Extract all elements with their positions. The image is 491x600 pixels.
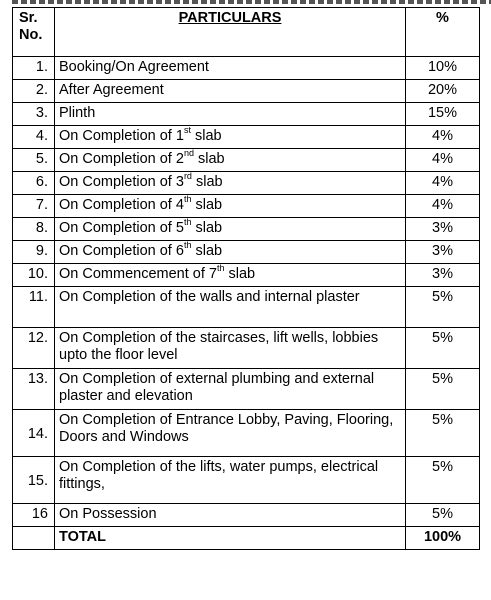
table-row (13, 195, 480, 218)
ordinal-suffix: th (183, 240, 192, 251)
row-text-post: slab (193, 151, 225, 167)
row-particulars: Booking/On Agreement (55, 57, 406, 80)
table-row (13, 103, 480, 126)
row-percent: 5% (406, 328, 480, 369)
row-text-pre: On Completion of 4 (59, 197, 184, 213)
row-particulars (55, 149, 406, 172)
row-particulars: Plinth (55, 103, 406, 126)
row-number: 12. (13, 328, 55, 369)
table-row (13, 504, 480, 527)
dashed-rule (12, 0, 491, 4)
table-row (13, 369, 480, 410)
row-number: 3. (13, 103, 55, 126)
total-percent: 100% (406, 527, 480, 550)
row-number: 13. (13, 369, 55, 410)
row-text-pre: On Completion of 2 (59, 151, 184, 167)
table-row (13, 172, 480, 195)
row-particulars (55, 126, 406, 149)
row-number: 5. (13, 149, 55, 172)
row-particulars: On Completion of external plumbing and external plaster and elevation (55, 369, 406, 410)
row-percent: 3% (406, 264, 480, 287)
ordinal-suffix: nd (183, 148, 194, 159)
total-number (13, 527, 55, 550)
header-particulars: PARTICULARS (55, 8, 406, 57)
row-percent: 4% (406, 195, 480, 218)
row-text-pre: On Completion of 6 (59, 243, 184, 259)
row-number: 4. (13, 126, 55, 149)
header-percent: % (406, 8, 480, 57)
row-particulars: On Completion of the staircases, lift wells, lobbies upto the floor level (55, 328, 406, 369)
header-sr-no: Sr. No. (13, 8, 55, 57)
row-number: 14. (13, 410, 55, 457)
ordinal-suffix: th (216, 263, 225, 274)
row-particulars (55, 218, 406, 241)
table-body (13, 57, 480, 550)
row-text-pre: On Completion of 1 (59, 128, 184, 144)
row-percent: 3% (406, 218, 480, 241)
row-text-pre: On Completion of 5 (59, 220, 184, 236)
row-number: 16 (13, 504, 55, 527)
ordinal-suffix: st (183, 125, 191, 136)
table-header-row (13, 8, 480, 57)
row-percent: 4% (406, 172, 480, 195)
row-number: 9. (13, 241, 55, 264)
payment-schedule-table (12, 7, 480, 550)
row-number: 2. (13, 80, 55, 103)
row-text-pre: On Commencement of 7 (59, 266, 217, 282)
row-particulars: On Completion of Entrance Lobby, Paving, Flooring, Doors and Windows (55, 410, 406, 457)
row-number: 8. (13, 218, 55, 241)
row-percent: 5% (406, 457, 480, 504)
row-number: 15. (13, 457, 55, 504)
row-number: 6. (13, 172, 55, 195)
table-row (13, 149, 480, 172)
row-particulars: On Completion of the lifts, water pumps, electrical fittings, (55, 457, 406, 504)
row-percent: 4% (406, 149, 480, 172)
row-particulars (55, 264, 406, 287)
table-row (13, 264, 480, 287)
row-text-post: slab (190, 128, 222, 144)
row-text-post: slab (224, 266, 256, 282)
row-particulars: On Completion of the walls and internal plaster (55, 287, 406, 328)
row-particulars: On Possession (55, 504, 406, 527)
row-particulars (55, 172, 406, 195)
row-percent: 15% (406, 103, 480, 126)
ordinal-suffix: rd (183, 171, 192, 182)
row-number: 11. (13, 287, 55, 328)
table-row (13, 126, 480, 149)
table-row (13, 80, 480, 103)
total-row (13, 527, 480, 550)
row-number: 10. (13, 264, 55, 287)
row-text-pre: On Completion of 3 (59, 174, 184, 190)
row-percent: 5% (406, 369, 480, 410)
ordinal-suffix: th (183, 217, 192, 228)
table-row (13, 410, 480, 457)
table-row (13, 287, 480, 328)
row-particulars (55, 195, 406, 218)
row-particulars (55, 241, 406, 264)
table-row (13, 241, 480, 264)
row-percent: 20% (406, 80, 480, 103)
row-text-post: slab (191, 220, 223, 236)
row-text-post: slab (191, 243, 223, 259)
row-number: 1. (13, 57, 55, 80)
table-row (13, 328, 480, 369)
row-percent: 5% (406, 287, 480, 328)
table-row (13, 57, 480, 80)
row-text-post: slab (191, 174, 223, 190)
row-text-post: slab (191, 197, 223, 213)
table-row (13, 218, 480, 241)
total-label: TOTAL (55, 527, 406, 550)
row-percent: 3% (406, 241, 480, 264)
ordinal-suffix: th (183, 194, 192, 205)
row-number: 7. (13, 195, 55, 218)
row-percent: 4% (406, 126, 480, 149)
table-row (13, 457, 480, 504)
row-percent: 5% (406, 504, 480, 527)
row-percent: 5% (406, 410, 480, 457)
row-percent: 10% (406, 57, 480, 80)
row-particulars: After Agreement (55, 80, 406, 103)
